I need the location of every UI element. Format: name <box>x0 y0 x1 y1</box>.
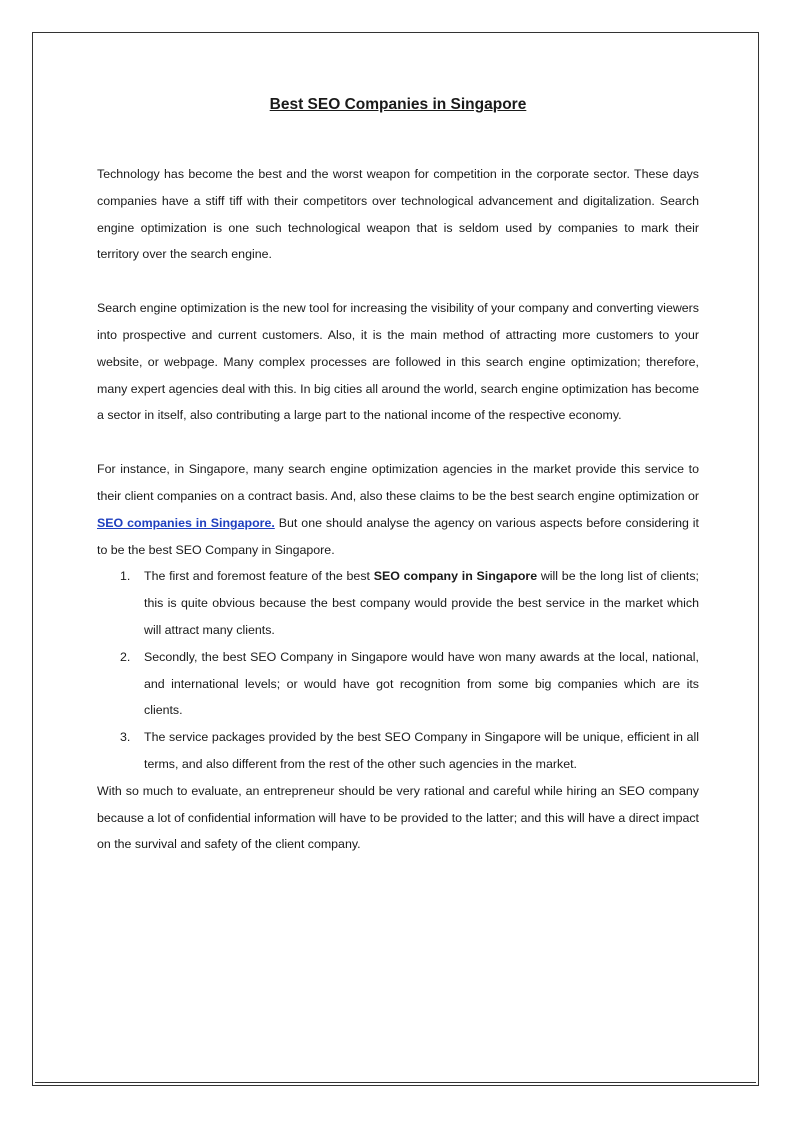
list-text: The service packages provided by the best SEO Company in Singapore will be unique, efficient in all terms, and also different from the rest of the other such agencies in the market. <box>144 730 699 771</box>
paragraph-singapore <box>97 456 699 563</box>
paragraph-seo-tool: Search engine optimization is the new tool for increasing the visibility of your company and converting viewers into prospective and current customers. Also, it is the main method of attracting more customers to your website, or webpage. Many complex processes are followed in this search engine optimization; therefore, many expert agencies deal with this. In big cities all around the world, search engine optimization has become a sector in itself, also contributing a large part to the national income of the respective economy. <box>97 301 699 423</box>
numbered-list <box>97 563 699 777</box>
list-number: 3. <box>120 730 131 745</box>
paragraph-closing: With so much to evaluate, an entrepreneur should be very rational and careful while hiring an SEO company because a lot of confidential information will have to be provided to the latter; and this will have a direct impact on the survival and safety of the client company. <box>97 783 699 852</box>
list-text: Secondly, the best SEO Company in Singapore would have won many awards at the local, national, and international levels; or would have got recognition from some big companies which are its clients. <box>144 649 699 718</box>
page-title: Best SEO Companies in Singapore <box>269 96 527 113</box>
paragraph-singapore-text-after: But one should analyse the agency on various aspects before considering it to be the best SEO Company in Singapore. <box>97 515 700 557</box>
list-number: 2. <box>120 649 131 664</box>
list-item <box>97 644 699 724</box>
list-text-before: The first and foremost feature of the best <box>144 569 374 584</box>
list-text-after: will be the long list of clients; this is quite obvious because the best company would provide the best service in the market which will attract many clients. <box>144 569 700 637</box>
list-bold-text: SEO company in Singapore <box>373 569 538 584</box>
list-item <box>97 724 699 778</box>
document-body <box>97 95 699 858</box>
paragraph-intro: Technology has become the best and the worst weapon for competition in the corporate sector. These days companies have a stiff tiff with their competitors over technological advancement and digitalization. Search engine optimization is one such technological weapon that is seldom used by companies to mark their territory over the search engine. <box>97 167 699 262</box>
list-item <box>97 563 699 643</box>
seo-companies-link[interactable]: SEO companies in Singapore. <box>97 515 275 530</box>
list-number: 1. <box>120 569 131 584</box>
paragraph-singapore-text-before: For instance, in Singapore, many search engine optimization agencies in the market provide this service to their client companies on a contract basis. And, also these claims to be the best search engine optimization or <box>97 462 699 503</box>
